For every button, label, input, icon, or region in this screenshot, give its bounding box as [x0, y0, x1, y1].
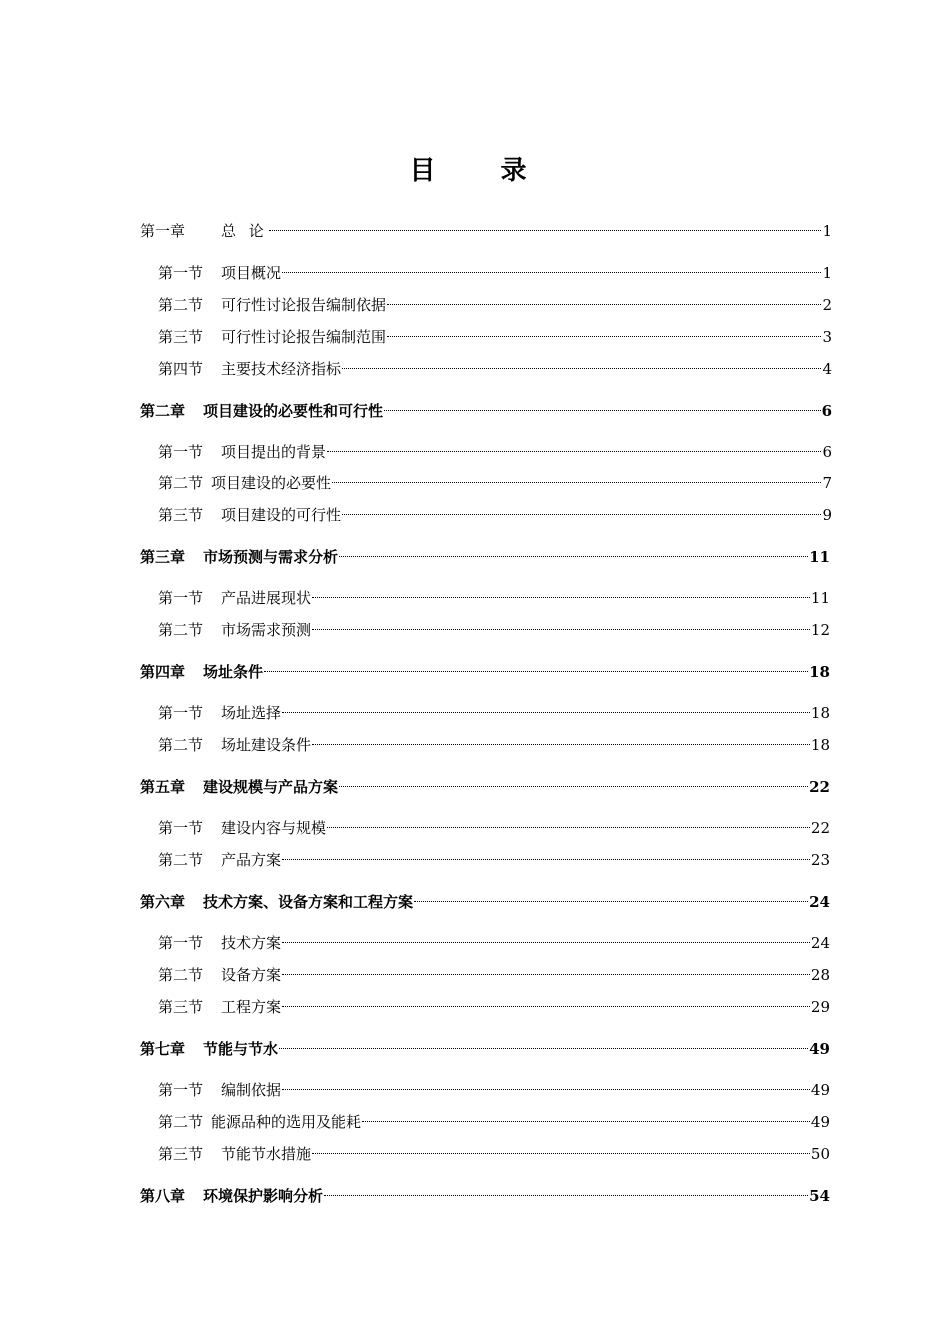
dot-leader — [384, 394, 821, 416]
toc-chapter-entry[interactable] — [140, 214, 832, 240]
toc-entry-number: 第一章 — [140, 222, 186, 240]
toc-page-number: 12 — [810, 621, 830, 639]
dot-leader — [312, 728, 810, 750]
toc-page-number: 24 — [809, 893, 830, 911]
toc-chapter-entry[interactable] — [140, 540, 830, 566]
toc-entry-number: 第一节 — [158, 589, 204, 607]
toc-section-entry[interactable] — [158, 696, 830, 722]
dot-leader — [282, 1073, 810, 1095]
toc-entry-title: 项目提出的背景 — [221, 443, 327, 461]
dot-leader — [282, 843, 810, 865]
dot-leader — [282, 256, 821, 278]
toc-page-number: 28 — [810, 966, 830, 984]
toc-entry-title: 可行性讨论报告编制依据 — [221, 296, 387, 314]
toc-chapter-entry[interactable] — [140, 655, 830, 681]
toc-page-number: 54 — [809, 1187, 830, 1205]
dot-leader — [387, 288, 821, 310]
toc-entry-title: 项目建设的可行性 — [221, 506, 342, 524]
toc-entry-number: 第八章 — [140, 1187, 186, 1205]
toc-entry-title: 产品进展现状 — [221, 589, 312, 607]
toc-entry-number: 第五章 — [140, 778, 186, 796]
toc-entry-title: 节能节水措施 — [221, 1145, 312, 1163]
toc-entry-number: 第一节 — [158, 704, 204, 722]
toc-section-entry[interactable] — [158, 958, 830, 984]
dot-leader — [282, 990, 810, 1012]
toc-entry-number: 第一节 — [158, 443, 204, 461]
toc-section-entry[interactable] — [158, 811, 830, 837]
toc-entry-number: 第二节 — [158, 1113, 204, 1131]
toc-entry-number: 第二节 — [158, 474, 204, 492]
toc-section-entry[interactable] — [158, 926, 830, 952]
toc-page-number: 49 — [810, 1113, 830, 1131]
dot-leader — [282, 926, 810, 948]
toc-page-number: 18 — [810, 704, 830, 722]
toc-page-number: 3 — [822, 328, 832, 346]
toc-entry-title: 可行性讨论报告编制范围 — [221, 328, 387, 346]
toc-entry-number: 第二节 — [158, 296, 204, 314]
toc-page-number: 22 — [810, 819, 830, 837]
toc-entry-title: 工程方案 — [221, 998, 282, 1016]
toc-entry-number: 第二节 — [158, 851, 204, 869]
toc-entry-number: 第三节 — [158, 998, 204, 1016]
toc-entry-title: 项目概况 — [221, 264, 282, 282]
toc-page-number: 49 — [810, 1081, 830, 1099]
dot-leader — [327, 811, 810, 833]
toc-page-number: 11 — [810, 589, 830, 607]
toc-page-number: 6 — [821, 402, 832, 420]
toc-section-entry[interactable] — [158, 466, 832, 492]
toc-page-number: 1 — [822, 264, 832, 282]
dot-leader — [264, 655, 808, 677]
toc-page-number: 2 — [822, 296, 832, 314]
dot-leader — [312, 613, 810, 635]
toc-entry-number: 第一节 — [158, 819, 204, 837]
toc-page-number: 29 — [810, 998, 830, 1016]
toc-entry-number: 第二节 — [158, 966, 204, 984]
toc-entry-number: 第四章 — [140, 663, 186, 681]
dot-leader — [269, 214, 822, 236]
toc-entry-number: 第二节 — [158, 621, 204, 639]
toc-page-number: 6 — [822, 443, 832, 461]
toc-section-entry[interactable] — [158, 1073, 830, 1099]
dot-leader — [312, 1137, 810, 1159]
toc-entry-title: 设备方案 — [221, 966, 282, 984]
toc-entry-title: 总 论 — [221, 222, 268, 240]
toc-section-entry[interactable] — [158, 320, 832, 346]
toc-chapter-entry[interactable] — [140, 1179, 830, 1205]
toc-entry-number: 第一节 — [158, 264, 204, 282]
dot-leader — [324, 1179, 808, 1201]
toc-section-entry[interactable] — [158, 581, 830, 607]
toc-entry-number: 第三章 — [140, 548, 186, 566]
toc-entry-title: 产品方案 — [221, 851, 282, 869]
toc-entry-number: 第二节 — [158, 736, 204, 754]
toc-chapter-entry[interactable] — [140, 885, 830, 911]
toc-entry-title: 能源品种的选用及能耗 — [211, 1113, 362, 1131]
toc-page-number: 4 — [822, 360, 832, 378]
dot-leader — [312, 581, 810, 603]
toc-page-number: 11 — [809, 548, 830, 566]
dot-leader — [342, 498, 821, 520]
dot-leader — [279, 1032, 808, 1054]
toc-title: 目 录 — [409, 156, 555, 186]
toc-section-entry[interactable] — [158, 843, 830, 869]
toc-section-entry[interactable] — [158, 1137, 830, 1163]
toc-entry-title: 环境保护影响分析 — [203, 1187, 324, 1205]
toc-section-entry[interactable] — [158, 613, 830, 639]
toc-entry-title: 编制依据 — [221, 1081, 282, 1099]
toc-entry-title: 项目建设的必要性 — [211, 474, 332, 492]
toc-entry-title: 技术方案 — [221, 934, 282, 952]
toc-entry-title: 场址建设条件 — [221, 736, 312, 754]
toc-entry-title: 项目建设的必要性和可行性 — [203, 402, 384, 420]
toc-entry-title: 技术方案、设备方案和工程方案 — [203, 893, 414, 911]
toc-entry-title: 建设内容与规模 — [221, 819, 327, 837]
toc-entry-title: 市场需求预测 — [221, 621, 312, 639]
toc-page-number: 50 — [810, 1145, 830, 1163]
toc-entry-number: 第三节 — [158, 1145, 204, 1163]
dot-leader — [332, 466, 821, 488]
dot-leader — [327, 435, 821, 457]
toc-page-number: 22 — [809, 778, 830, 796]
dot-leader — [387, 320, 821, 342]
toc-chapter-entry[interactable] — [140, 394, 832, 420]
toc-section-entry[interactable] — [158, 1105, 830, 1131]
toc-page-number: 7 — [822, 474, 832, 492]
toc-entry-title: 建设规模与产品方案 — [203, 778, 339, 796]
toc-section-entry[interactable] — [158, 498, 832, 524]
toc-section-entry[interactable] — [158, 990, 830, 1016]
toc-page-number: 49 — [809, 1040, 830, 1058]
toc-entry-number: 第七章 — [140, 1040, 186, 1058]
dot-leader — [339, 540, 808, 562]
toc-entry-number: 第六章 — [140, 893, 186, 911]
toc-section-entry[interactable] — [158, 256, 832, 282]
toc-page-number: 18 — [810, 736, 830, 754]
toc-entry-title: 节能与节水 — [203, 1040, 279, 1058]
toc-section-entry[interactable] — [158, 728, 830, 754]
toc-section-entry[interactable] — [158, 352, 832, 378]
toc-entry-number: 第三节 — [158, 506, 204, 524]
toc-entry-number: 第一节 — [158, 1081, 204, 1099]
toc-entry-title: 市场预测与需求分析 — [203, 548, 339, 566]
toc-entry-number: 第一节 — [158, 934, 204, 952]
toc-entry-title: 场址选择 — [221, 704, 282, 722]
dot-leader — [339, 770, 808, 792]
dot-leader — [282, 958, 810, 980]
toc-entry-title: 主要技术经济指标 — [221, 360, 342, 378]
dot-leader — [362, 1105, 810, 1127]
dot-leader — [282, 696, 810, 718]
toc-entry-title: 场址条件 — [203, 663, 264, 681]
toc-section-entry[interactable] — [158, 435, 832, 461]
toc-chapter-entry[interactable] — [140, 1032, 830, 1058]
toc-entry-number: 第二章 — [140, 402, 186, 420]
toc-page-number: 24 — [810, 934, 830, 952]
toc-page-number: 18 — [809, 663, 830, 681]
toc-chapter-entry[interactable] — [140, 770, 830, 796]
toc-page-number: 1 — [822, 222, 832, 240]
toc-section-entry[interactable] — [158, 288, 832, 314]
toc-entry-number: 第四节 — [158, 360, 204, 378]
toc-entry-number: 第三节 — [158, 328, 204, 346]
toc-page-number: 23 — [810, 851, 830, 869]
dot-leader — [414, 885, 808, 907]
dot-leader — [342, 352, 821, 374]
toc-page-number: 9 — [822, 506, 832, 524]
